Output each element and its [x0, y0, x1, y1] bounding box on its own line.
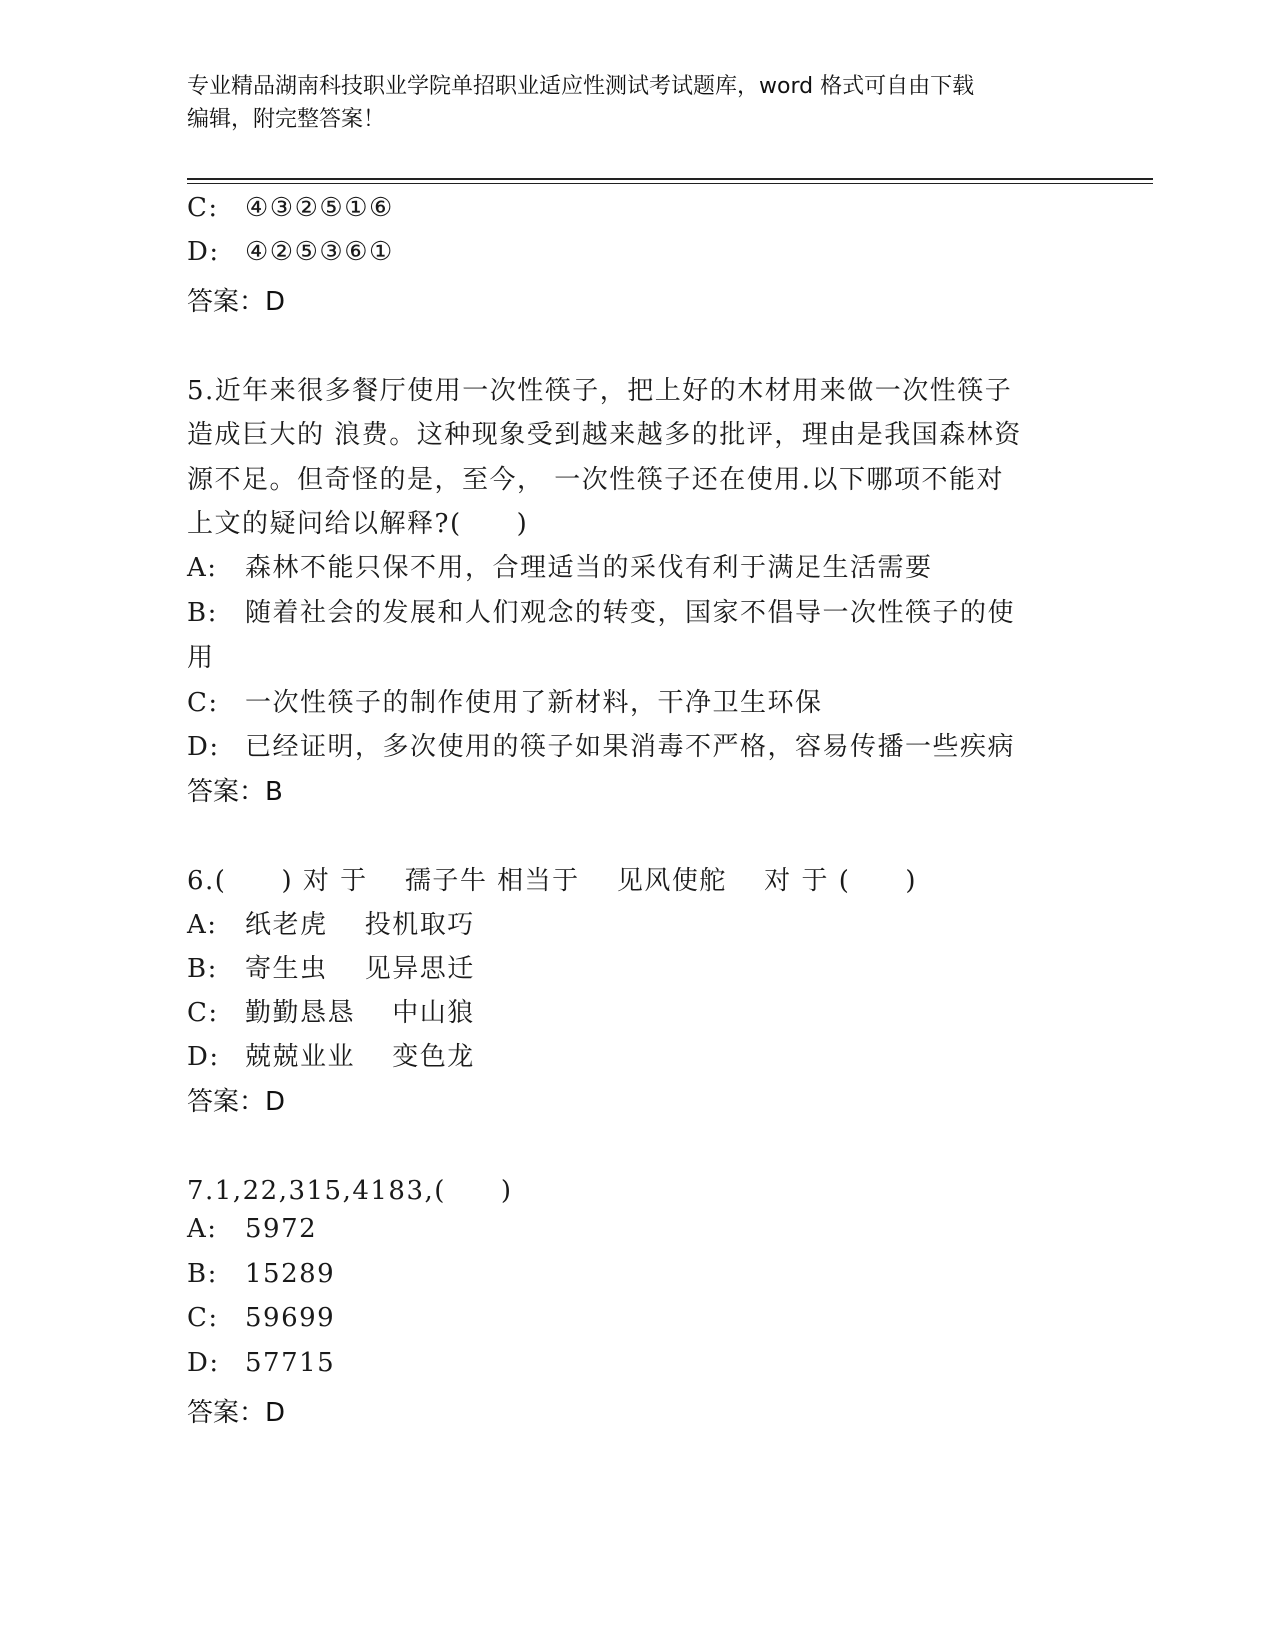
q5-option-d: D: 已经证明，多次使用的筷子如果消毒不严格，容易传播一些疾病: [187, 732, 1016, 762]
q4-option-c: C: ④③②⑤①⑥: [187, 193, 394, 223]
q5-answer: 答案：B: [187, 777, 283, 807]
header-rule-thin: [187, 183, 1153, 184]
page-header: [187, 70, 1067, 136]
q7-answer: 答案：D: [187, 1398, 286, 1428]
q5-option-c: C: 一次性筷子的制作使用了新材料，干净卫生环保: [187, 688, 823, 718]
q5-option-b-continued: 用: [187, 643, 215, 673]
q4-option-d: D: ④②⑤③⑥①: [187, 237, 394, 267]
q5-stem-line-2: 造成巨大的 浪费。这种现象受到越来越多的批评，理由是我国森林资: [187, 420, 1022, 450]
q5-stem-line-4: 上文的疑问给以解释?( ): [187, 509, 529, 539]
q5-stem-line-1: 5.近年来很多餐厅使用一次性筷子，把上好的木材用来做一次性筷子: [187, 376, 1013, 406]
header-line-1: 专业精品湖南科技职业学院单招职业适应性测试考试题库，word 格式可自由下载: [187, 74, 975, 99]
q6-option-a: A: 纸老虎 投机取巧: [187, 910, 475, 940]
q7-option-d: D: 57715: [187, 1348, 336, 1378]
q6-option-b: B: 寄生虫 见异思迁: [187, 954, 475, 984]
q5-option-b: B: 随着社会的发展和人们观念的转变，国家不倡导一次性筷子的使: [187, 598, 1016, 628]
q7-option-b: B: 15289: [187, 1259, 336, 1289]
q7-stem: 7.1,22,315,4183,( ): [187, 1176, 513, 1206]
q6-stem: 6.( ) 对 于 孺子牛 相当于 见风使舵 对 于 ( ): [187, 866, 917, 896]
q6-option-d: D: 兢兢业业 变色龙: [187, 1042, 475, 1072]
header-rule-thick: [187, 178, 1153, 180]
q6-answer: 答案：D: [187, 1087, 286, 1117]
header-line-2: 编辑，附完整答案！: [187, 107, 386, 132]
q7-option-c: C: 59699: [187, 1303, 336, 1333]
q5-option-a: A: 森林不能只保不用，合理适当的采伐有利于满足生活需要: [187, 553, 933, 583]
q5-stem-line-3: 源不足。但奇怪的是，至今， 一次性筷子还在使用.以下哪项不能对: [187, 465, 1005, 495]
q6-option-c: C: 勤勤恳恳 中山狼: [187, 998, 475, 1028]
q4-answer: 答案：D: [187, 287, 286, 317]
q7-option-a: A: 5972: [187, 1214, 318, 1244]
